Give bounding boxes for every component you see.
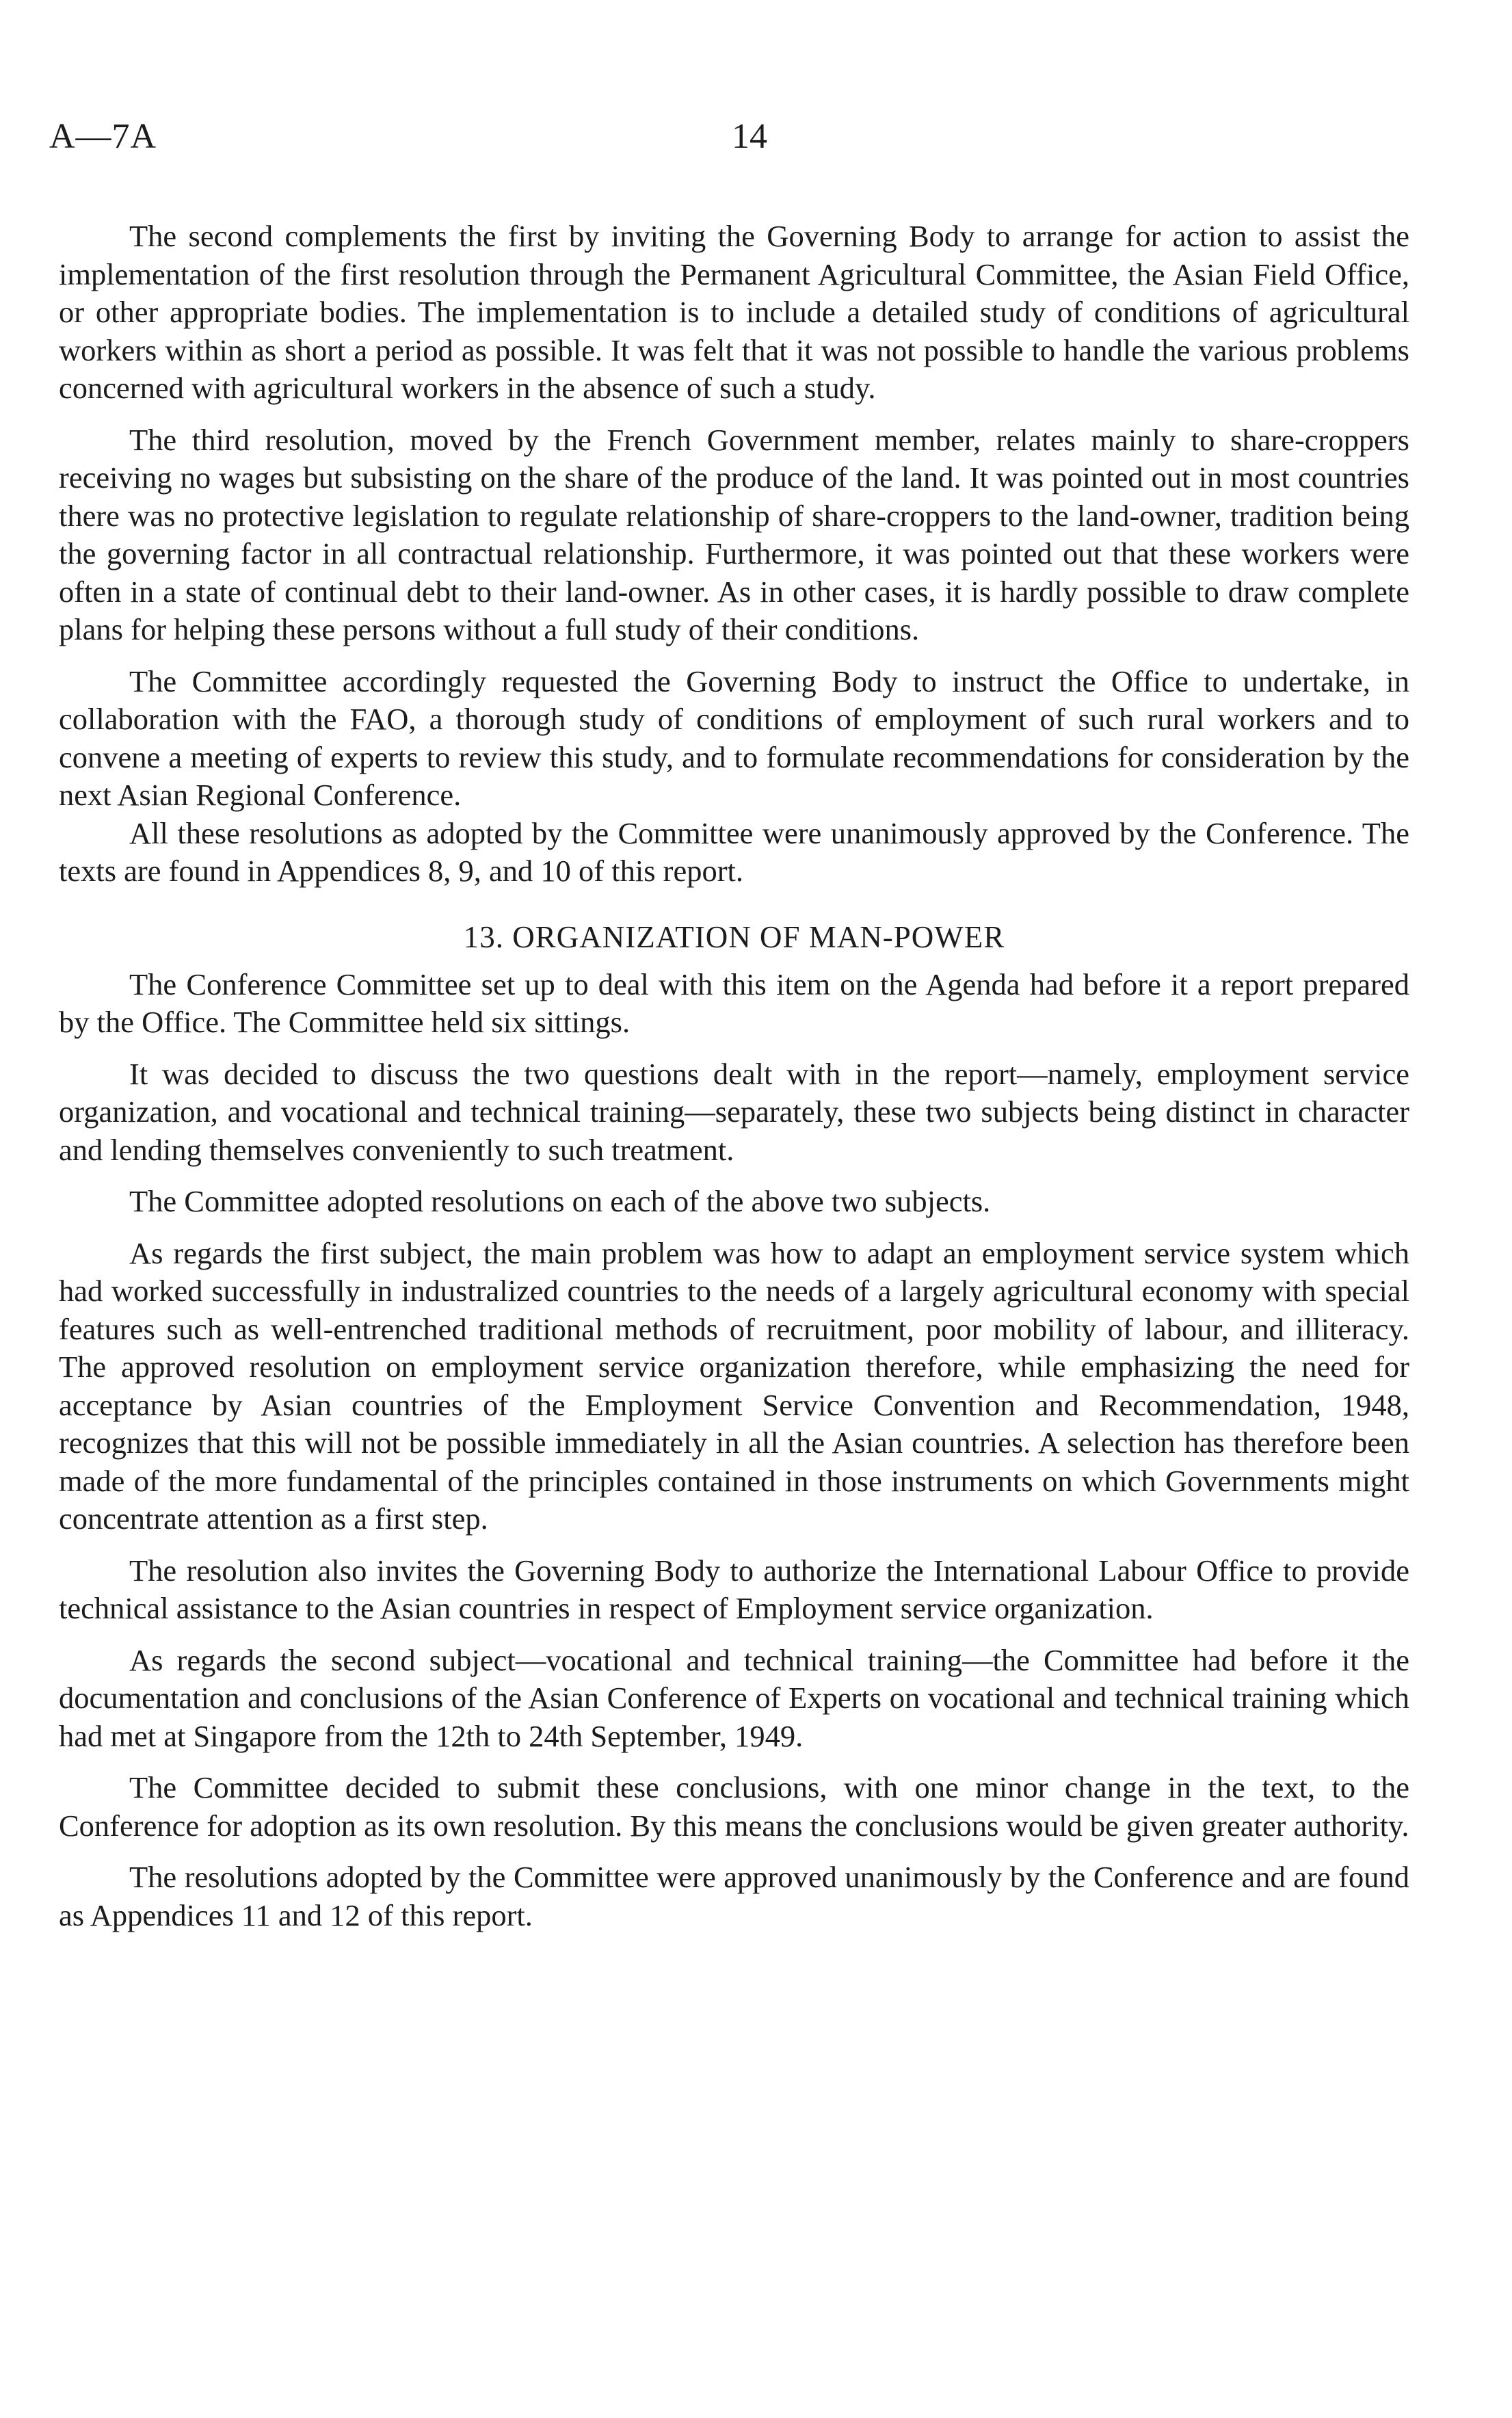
paragraph-second-resolution: The second complements the first by inviting the Governing Body to arrange for action to assist the implementation of the first resolution through the Permanent Agricultural Committee, the Asian Field Office, or other appropriate bodies. The implementation is to include a detailed study of conditions of agricultural workers within as short a period as possible. It was felt that it was not possible to handle the various problems concerned with agricultural workers in the absence of such a study. xyxy=(59,219,1409,405)
paragraph-committee-request: The Committee accordingly requested the Governing Body to instruct the Office to undertake, in collaboration with the FAO, a thorough study of conditions of employment of such rural workers and to convene a meeting of experts to review this study, and to formulate recommendations for consideration by the next Asian Regional Conference. xyxy=(59,663,1409,812)
paragraph-final-approval: The resolutions adopted by the Committee were approved unanimously by the Conference and are found as Appendices 11 and 12 of this report. xyxy=(59,1860,1409,1932)
section-heading: 13. ORGANIZATION OF MAN-POWER xyxy=(463,919,1005,954)
paragraph-committee-setup: The Conference Committee set up to deal with this item on the Agenda had before it a report prepared by the Office. The Committee held six sittings. xyxy=(59,967,1409,1039)
page-header xyxy=(41,113,1450,168)
paragraph-second-subject: As regards the second subject—vocational and technical training—the Committee had before it the documentation and conclusions of the Asian Conference of Experts on vocational and technical training which had met at Singapore from the 12th to 24th September, 1949. xyxy=(59,1642,1409,1753)
paragraph-technical-assistance: The resolution also invites the Governing Body to authorize the International Labour Office to provide technical assistance to the Asian countries in respect of Employment service organization. xyxy=(59,1553,1409,1625)
paragraph-resolutions-approved: All these resolutions as adopted by the Committee were unanimously approved by the Conference. The texts are found in Appendices 8, 9, and 10 of this report. xyxy=(59,815,1409,888)
paragraph-third-resolution: The third resolution, moved by the French Government member, relates mainly to share-croppers receiving no wages but subsisting on the share of the produce of the land. It was pointed out in most countries there was no protective legislation to regulate relationship of share-croppers to the land-owner, tradition being the governing factor in all contractual relationship. Furthermore, it was pointed out that these workers were often in a state of continual debt to their land-owner. As in other cases, it is hardly possible to draw complete plans for helping these persons without a full study of their conditions. xyxy=(59,422,1409,646)
body-text xyxy=(59,218,1409,1934)
paragraph-submit-conclusions: The Committee decided to submit these conclusions, with one minor change in the text, to the Conference for adoption as its own resolution. By this means the conclusions would be given greater authority. xyxy=(59,1770,1409,1843)
paragraph-first-subject: As regards the first subject, the main problem was how to adapt an employment service system which had worked successfully in industralized countries to the needs of a largely agricultural economy with special features such as well-entrenched traditional methods of recruitment, poor mobility of labour, and illiteracy. The approved resolution on employment service organization therefore, while emphasizing the need for acceptance by Asian countries of the Employment Service Convention and Recommendation, 1948, recognizes that this will not be possible immediately in all the Asian countries. A selection has therefore been made of the more fundamental of the principles contained in those instruments on which Governments might concentrate attention as a first step. xyxy=(59,1235,1409,1536)
document-reference: A—7A xyxy=(49,117,157,156)
paragraph-two-questions: It was decided to discuss the two questions dealt with in the report—namely, employment service organization, and vocational and technical training—separately, these two subjects being distinct in character and lending themselves conveniently to such treatment. xyxy=(59,1056,1409,1167)
paragraph-resolutions-adopted: The Committee adopted resolutions on each of the above two subjects. xyxy=(129,1184,991,1218)
page-number: 14 xyxy=(732,117,767,156)
